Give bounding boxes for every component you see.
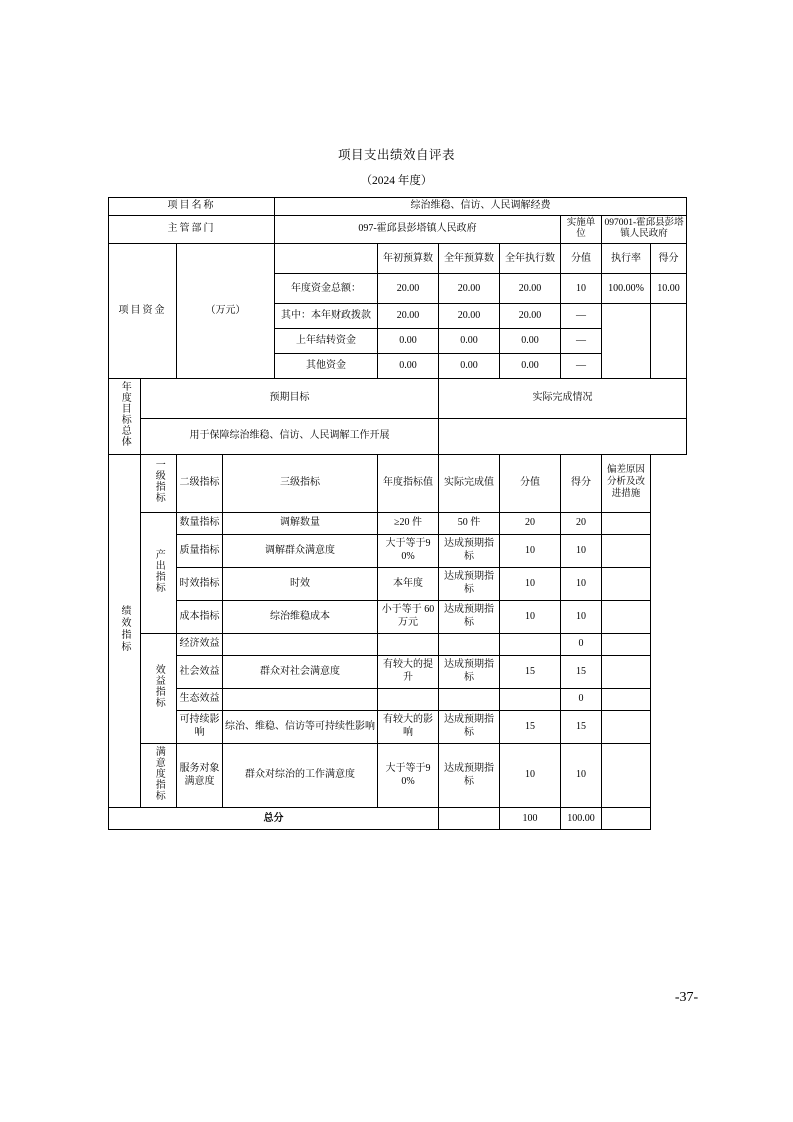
project-name-label: 项目名称 xyxy=(109,198,275,216)
table-row xyxy=(109,512,687,534)
funds-row-score-value: 10 xyxy=(561,274,602,304)
table-row xyxy=(109,600,687,633)
funds-row-begin: 20.00 xyxy=(378,274,439,304)
actual-result-header: 实际完成情况 xyxy=(439,379,687,418)
indicator-level2: 经济效益 xyxy=(177,633,223,655)
indicator-deviation xyxy=(602,710,651,743)
indicator-col-level1: 一级指标 xyxy=(141,454,177,512)
indicator-score-value xyxy=(500,688,561,710)
indicator-col-score-value: 分值 xyxy=(500,454,561,512)
total-blank xyxy=(439,808,500,830)
funds-row-name: 上年结转资金 xyxy=(275,329,378,354)
table-row-annual-goal-header xyxy=(109,379,687,418)
indicator-score: 20 xyxy=(561,512,602,534)
indicator-score: 10 xyxy=(561,600,602,633)
indicator-level3 xyxy=(223,688,378,710)
table-row xyxy=(109,710,687,743)
table-row-department xyxy=(109,215,687,244)
indicator-score: 10 xyxy=(561,567,602,600)
indicator-level2: 服务对象满意度 xyxy=(177,743,223,808)
indicator-deviation xyxy=(602,600,651,633)
indicator-actual: 达成预期指标 xyxy=(439,655,500,688)
indicator-score: 0 xyxy=(561,688,602,710)
indicator-target xyxy=(378,688,439,710)
expected-goal-value: 用于保障综治维稳、信访、人民调解工作开展 xyxy=(141,418,439,454)
table-row xyxy=(109,534,687,567)
funds-row-exec-rate xyxy=(602,304,651,379)
indicator-col-annual-target: 年度指标值 xyxy=(378,454,439,512)
funds-row-name: 年度资金总额： xyxy=(275,274,378,304)
indicator-actual: 达成预期指标 xyxy=(439,710,500,743)
expected-goal-header: 预期目标 xyxy=(141,379,439,418)
funds-row-exec: 20.00 xyxy=(500,274,561,304)
funds-row-exec: 0.00 xyxy=(500,329,561,354)
page-number: -37- xyxy=(674,990,699,1005)
funds-row-year: 20.00 xyxy=(439,304,500,329)
page-title: 项目支出绩效自评表 xyxy=(337,148,455,162)
funds-row-begin: 20.00 xyxy=(378,304,439,329)
table-row-total xyxy=(109,808,687,830)
indicator-score-value: 15 xyxy=(500,710,561,743)
indicator-target: 本年度 xyxy=(378,567,439,600)
indicator-col-level3: 三级指标 xyxy=(223,454,378,512)
indicator-level3: 群众对社会满意度 xyxy=(223,655,378,688)
indicator-level2: 数量指标 xyxy=(177,512,223,534)
department-label: 主管部门 xyxy=(109,215,275,244)
table-row-project-name xyxy=(109,198,687,216)
indicator-level2: 社会效益 xyxy=(177,655,223,688)
indicator-score-value: 15 xyxy=(500,655,561,688)
indicator-level3: 群众对综治的工作满意度 xyxy=(223,743,378,808)
indicator-deviation xyxy=(602,688,651,710)
page-subtitle: （2024 年度） xyxy=(360,175,433,187)
indicator-score-value: 20 xyxy=(500,512,561,534)
indicator-actual xyxy=(439,633,500,655)
indicator-deviation xyxy=(602,633,651,655)
indicator-score: 0 xyxy=(561,633,602,655)
funds-row-score-value: — xyxy=(561,354,602,379)
indicator-actual: 达成预期指标 xyxy=(439,600,500,633)
indicator-col-score: 得分 xyxy=(561,454,602,512)
indicator-deviation xyxy=(602,655,651,688)
performance-self-assessment-table xyxy=(108,197,687,830)
funds-row-year: 0.00 xyxy=(439,354,500,379)
indicator-level2: 可持续影响 xyxy=(177,710,223,743)
indicator-target: 大于等于90% xyxy=(378,534,439,567)
total-deviation xyxy=(602,808,651,830)
indicator-deviation xyxy=(602,512,651,534)
indicator-actual: 达成预期指标 xyxy=(439,743,500,808)
funds-row-score-value: — xyxy=(561,329,602,354)
indicator-target xyxy=(378,633,439,655)
project-name-value: 综治维稳、信访、人民调解经费 xyxy=(275,198,687,216)
indicator-score-value xyxy=(500,633,561,655)
funds-row-begin: 0.00 xyxy=(378,329,439,354)
table-row-funds-header xyxy=(109,244,687,274)
table-row-annual-goal-value xyxy=(109,418,687,454)
funds-row-exec: 0.00 xyxy=(500,354,561,379)
table-row xyxy=(109,688,687,710)
department-value: 097-霍邱县彭塔镇人民政府 xyxy=(275,215,561,244)
funds-row-score: 10.00 xyxy=(651,274,687,304)
indicator-group-satisfaction: 满意度指标 xyxy=(141,743,177,808)
indicator-deviation xyxy=(602,567,651,600)
funds-row-year: 20.00 xyxy=(439,274,500,304)
funds-row-score-value: — xyxy=(561,304,602,329)
indicator-target: 有较大的影响 xyxy=(378,710,439,743)
indicator-level3: 综治、维稳、信访等可持续性影响 xyxy=(223,710,378,743)
funds-row-name: 其中：本年财政拨款 xyxy=(275,304,378,329)
indicator-score: 15 xyxy=(561,655,602,688)
funds-row-score xyxy=(651,304,687,379)
indicator-col-level2: 二级指标 xyxy=(177,454,223,512)
indicator-level3: 调解群众满意度 xyxy=(223,534,378,567)
indicator-score: 10 xyxy=(561,534,602,567)
implementing-unit-label: 实施单位 xyxy=(561,215,602,244)
funds-row-begin: 0.00 xyxy=(378,354,439,379)
indicators-label: 绩效指标 xyxy=(109,454,141,808)
funds-col-year-exec: 全年执行数 xyxy=(500,244,561,274)
indicator-col-actual: 实际完成值 xyxy=(439,454,500,512)
indicator-deviation xyxy=(602,743,651,808)
indicator-level2: 时效指标 xyxy=(177,567,223,600)
funds-row-exec: 20.00 xyxy=(500,304,561,329)
funds-col-exec-rate: 执行率 xyxy=(602,244,651,274)
indicator-target: 有较大的提升 xyxy=(378,655,439,688)
total-score: 100.00 xyxy=(561,808,602,830)
indicator-target: 小于等于 60 万元 xyxy=(378,600,439,633)
table-row xyxy=(109,743,687,808)
indicator-col-deviation: 偏差原因分析及改进措施 xyxy=(602,454,651,512)
funds-col-year-budget: 全年预算数 xyxy=(439,244,500,274)
indicator-level2: 质量指标 xyxy=(177,534,223,567)
indicator-score: 10 xyxy=(561,743,602,808)
funds-row-year: 0.00 xyxy=(439,329,500,354)
actual-result-value xyxy=(439,418,687,454)
funds-row-exec-rate: 100.00% xyxy=(602,274,651,304)
indicator-score: 15 xyxy=(561,710,602,743)
indicator-deviation xyxy=(602,534,651,567)
table-row xyxy=(109,633,687,655)
indicator-score-value: 10 xyxy=(500,534,561,567)
indicator-group-benefit: 效益指标 xyxy=(141,633,177,743)
indicator-group-output: 产出指标 xyxy=(141,512,177,633)
indicator-level2: 生态效益 xyxy=(177,688,223,710)
funds-unit: （万元） xyxy=(177,244,275,379)
table-row xyxy=(109,655,687,688)
total-label: 总分 xyxy=(109,808,439,830)
annual-goal-label: 年度目标总体 xyxy=(109,379,141,455)
table-row xyxy=(109,567,687,600)
indicator-target: 大于等于90% xyxy=(378,743,439,808)
funds-col-begin-budget: 年初预算数 xyxy=(378,244,439,274)
total-score-value: 100 xyxy=(500,808,561,830)
funds-col-score-value: 分值 xyxy=(561,244,602,274)
indicator-level2: 成本指标 xyxy=(177,600,223,633)
indicator-level3 xyxy=(223,633,378,655)
indicator-actual: 达成预期指标 xyxy=(439,534,500,567)
funds-row-name: 其他资金 xyxy=(275,354,378,379)
table-row-indicators-header xyxy=(109,454,687,512)
indicator-actual xyxy=(439,688,500,710)
implementing-unit-value: 097001-霍邱县彭塔镇人民政府 xyxy=(602,215,687,244)
funds-label: 项目资金 xyxy=(109,244,177,379)
indicator-score-value: 10 xyxy=(500,567,561,600)
indicator-level3: 时效 xyxy=(223,567,378,600)
indicator-actual: 50 件 xyxy=(439,512,500,534)
indicator-score-value: 10 xyxy=(500,600,561,633)
indicator-level3: 调解数量 xyxy=(223,512,378,534)
funds-col-score: 得分 xyxy=(651,244,687,274)
funds-col-name xyxy=(275,244,378,274)
indicator-target: ≥20 件 xyxy=(378,512,439,534)
indicator-actual: 达成预期指标 xyxy=(439,567,500,600)
indicator-score-value: 10 xyxy=(500,743,561,808)
indicator-level3: 综治维稳成本 xyxy=(223,600,378,633)
